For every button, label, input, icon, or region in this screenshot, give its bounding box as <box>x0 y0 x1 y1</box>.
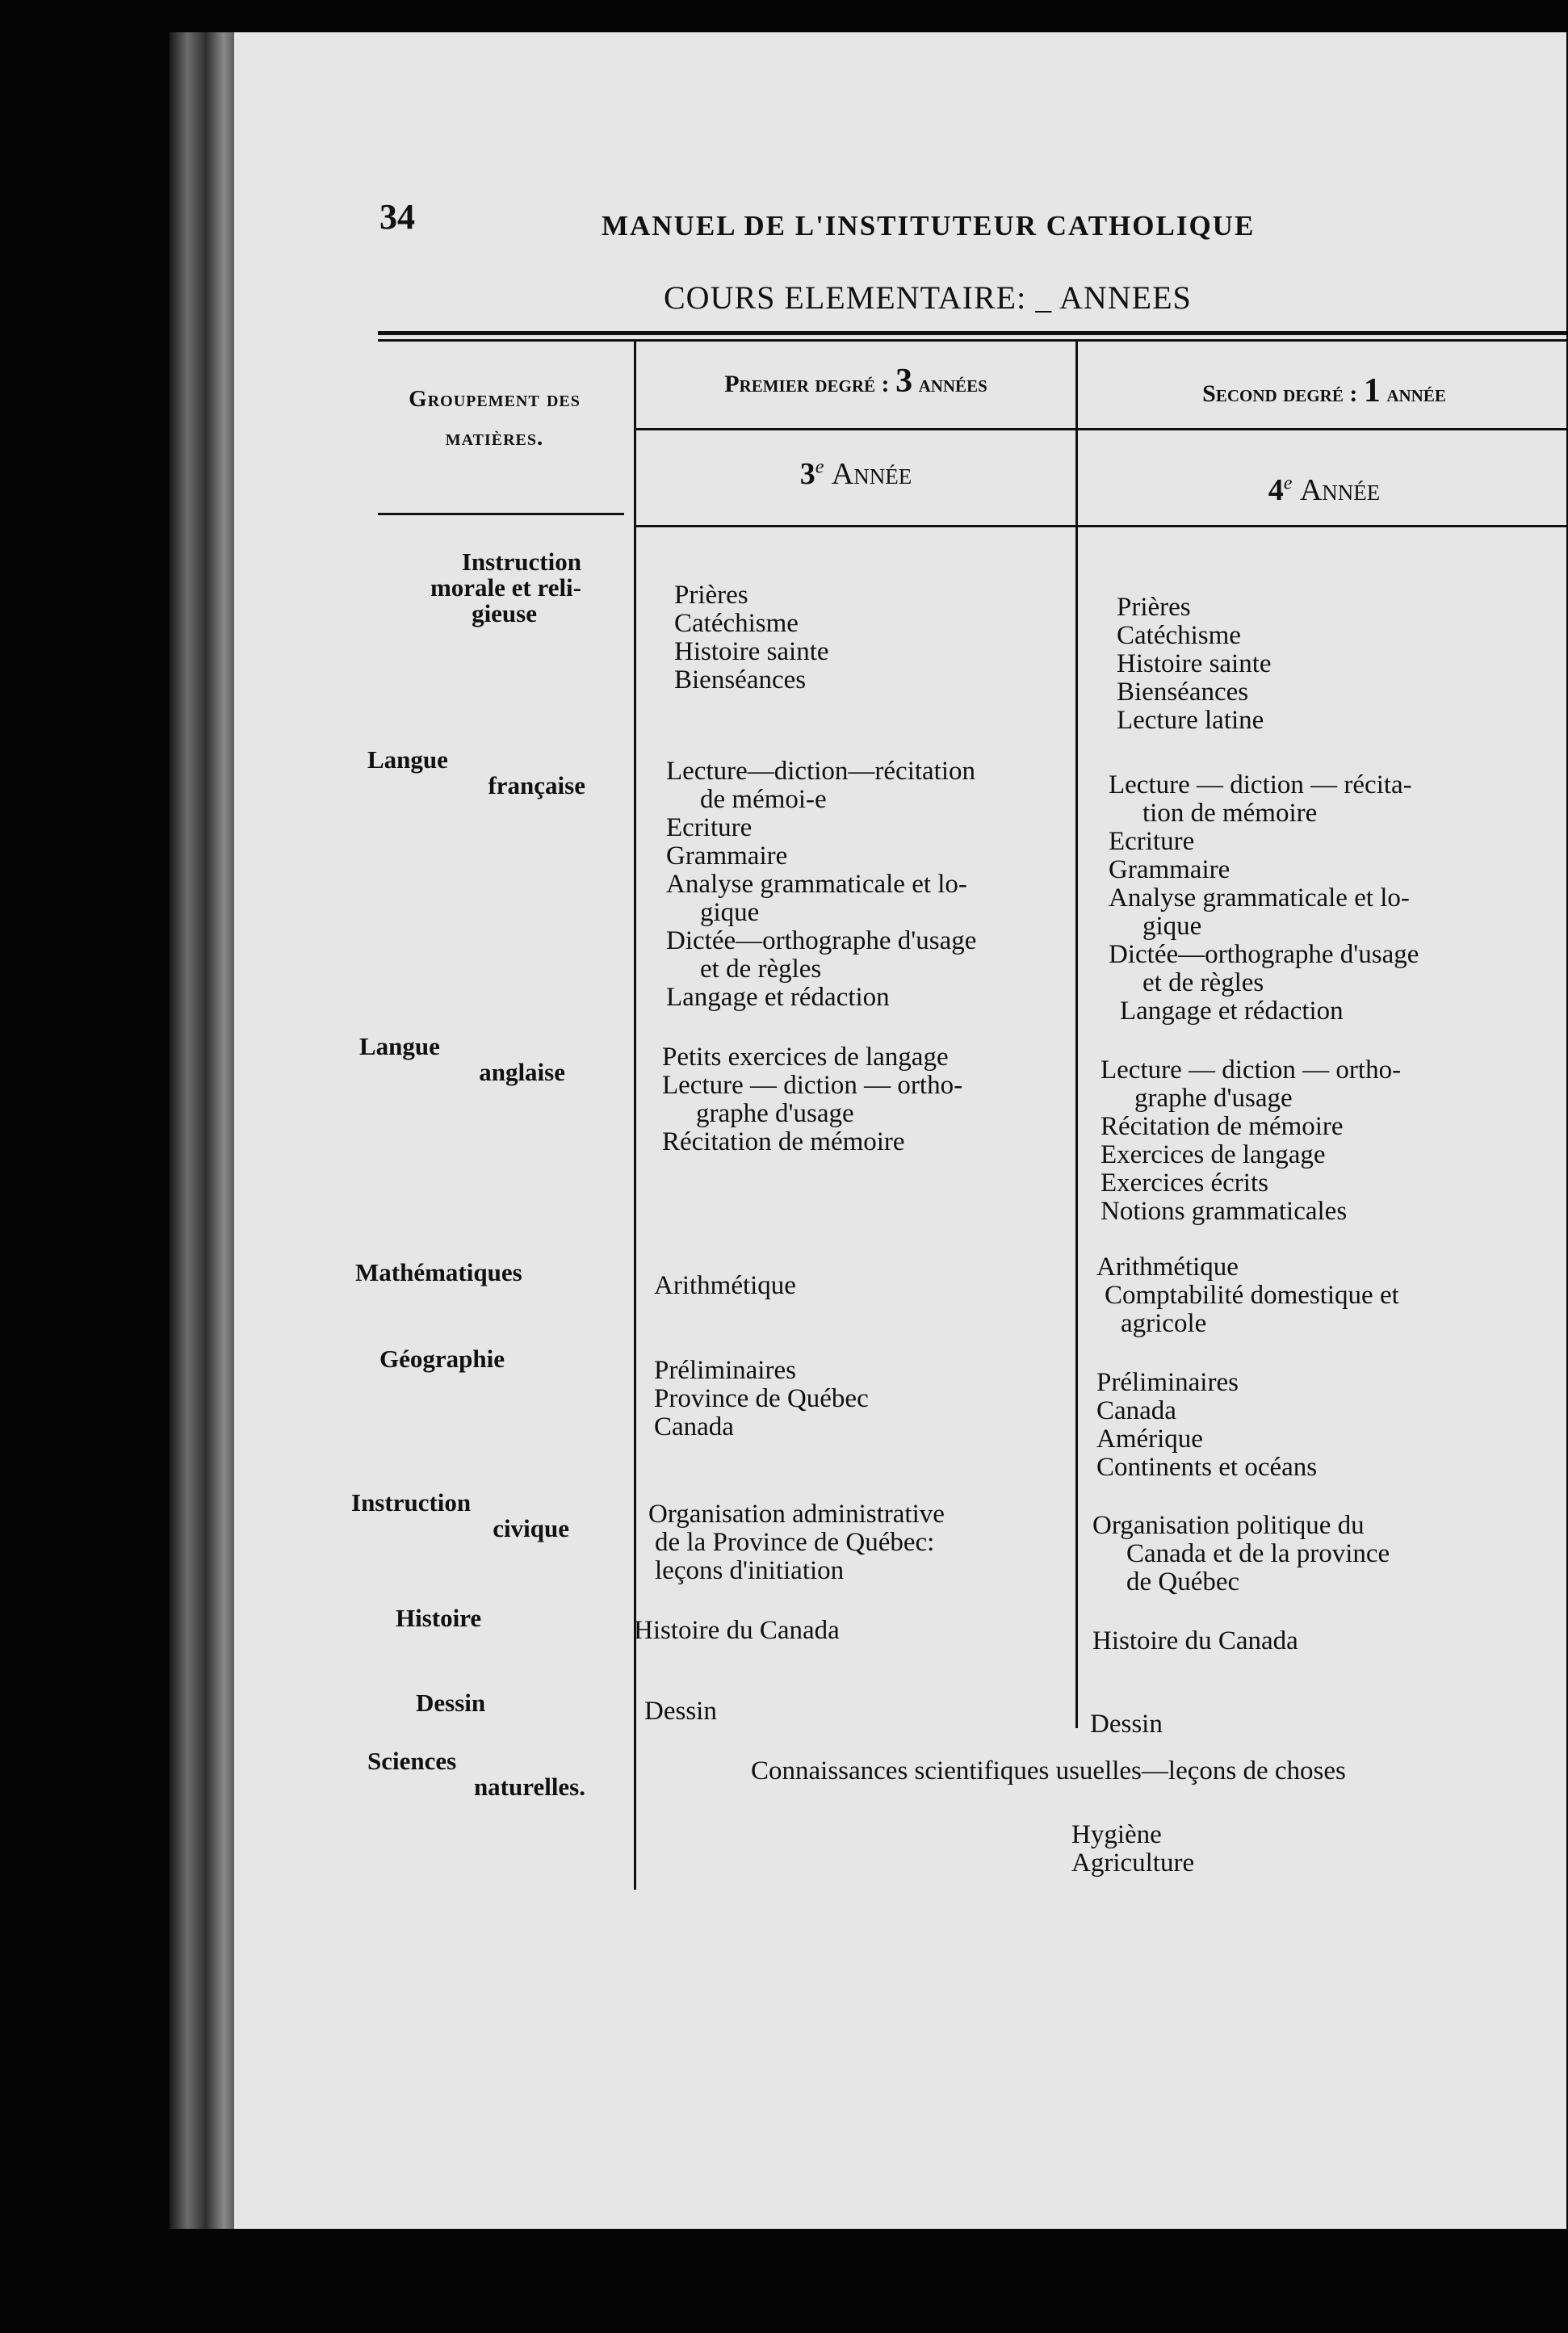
course-title: COURS ELEMENTAIRE: _ ANNEES <box>664 279 1192 316</box>
subject-line: anglaise <box>479 1058 565 1086</box>
subject-line: Langue <box>367 745 448 774</box>
course-item: leçons d'initiation <box>655 1556 845 1585</box>
degree2-unit: année <box>1386 380 1446 407</box>
course-item: Dessin <box>1090 1710 1163 1739</box>
course-item: Lecture—diction—récitation <box>666 757 976 786</box>
course-item: agricole <box>1121 1309 1207 1338</box>
course-item: Dictée—orthographe d'usage <box>666 926 977 955</box>
subject-morale <box>367 549 581 627</box>
course-item: Comptabilité domestique et <box>1105 1281 1399 1310</box>
sciences-year4 <box>1071 1821 1194 1878</box>
subject-sciences <box>367 1748 585 1800</box>
subject-line: morale et reli- <box>430 573 581 602</box>
course-item: de la Province de Québec: <box>655 1528 935 1557</box>
course-item: et de règles <box>1142 968 1264 997</box>
y3-francaise <box>666 757 976 1012</box>
degree1-number: 3 <box>895 363 913 400</box>
course-item: Canada <box>654 1412 734 1441</box>
y4-civique <box>1092 1512 1390 1597</box>
course-item: gique <box>1142 912 1202 941</box>
degree2-heading <box>1082 371 1566 410</box>
degree1-heading <box>638 362 1074 401</box>
book-spine <box>170 32 242 2229</box>
degree2-number: 1 <box>1363 372 1381 409</box>
degree2-label: Second degré : <box>1202 380 1358 407</box>
page-number: 34 <box>379 197 415 237</box>
subject-mathematiques <box>355 1260 597 1286</box>
top-rule <box>378 331 1566 335</box>
course-item: tion de mémoire <box>1142 799 1318 828</box>
subject-line: Dessin <box>416 1689 486 1717</box>
course-item: Bienséances <box>1117 678 1249 707</box>
course-item: Analyse grammaticale et lo- <box>666 870 967 899</box>
course-item: Histoire du Canada <box>634 1616 840 1645</box>
col-divider-2 <box>1075 339 1078 1728</box>
course-item: Organisation politique du <box>1092 1511 1365 1540</box>
subject-line: Mathématiques <box>355 1258 522 1286</box>
course-item: Prières <box>1117 593 1191 622</box>
subject-line: naturelles. <box>473 1773 585 1801</box>
course-item: Notions grammaticales <box>1101 1197 1348 1226</box>
course-item: Exercices de langage <box>1101 1140 1326 1169</box>
course-item: Préliminaires <box>1096 1368 1239 1397</box>
subject-line: Sciences <box>367 1747 457 1775</box>
y3-histoire <box>634 1617 840 1645</box>
y3-civique <box>648 1500 945 1585</box>
course-item: Dessin <box>644 1697 717 1726</box>
y4-anglaise <box>1101 1056 1401 1226</box>
course-item: Histoire sainte <box>674 637 829 666</box>
course-item: graphe d'usage <box>1134 1084 1293 1113</box>
year3-sup: e <box>815 456 824 478</box>
y3-geo <box>654 1357 869 1441</box>
grouping-heading-line1: Groupement des <box>409 386 581 412</box>
course-item: Lecture — diction — ortho- <box>1101 1055 1402 1085</box>
degree1-unit: années <box>918 371 987 397</box>
grouping-heading-line2: matières. <box>445 425 544 451</box>
subject-geographie <box>379 1346 589 1372</box>
course-item: Lecture — diction — ortho- <box>662 1071 963 1100</box>
group-rule <box>378 513 624 515</box>
course-item: de mémoi-e <box>700 785 827 814</box>
subject-anglaise <box>359 1034 565 1085</box>
course-item: Arithmétique <box>1096 1253 1239 1282</box>
y4-math <box>1096 1253 1399 1338</box>
subject-francaise <box>367 747 585 799</box>
grouping-heading <box>367 380 622 457</box>
course-item: Dictée—orthographe d'usage <box>1109 940 1419 969</box>
year4-sup: e <box>1283 472 1293 494</box>
course-item: Prières <box>674 581 748 610</box>
year4-number: 4 <box>1268 473 1284 507</box>
sciences-spanning: Connaissances scientifiques usuelles—leçons de choses <box>751 1756 1346 1785</box>
subject-dessin <box>416 1690 577 1716</box>
subject-line: Histoire <box>396 1604 482 1632</box>
course-item: Récitation de mémoire <box>662 1127 905 1156</box>
course-item: Langage et rédaction <box>1120 997 1344 1026</box>
course-item: Grammaire <box>1109 855 1231 884</box>
year4-heading <box>1082 472 1566 508</box>
course-item: Lecture — diction — récita- <box>1109 770 1412 799</box>
subject-civique <box>351 1490 569 1542</box>
degree1-label: Premier degré : <box>724 371 890 397</box>
course-item: Histoire du Canada <box>1092 1626 1298 1655</box>
y4-dessin <box>1090 1710 1163 1739</box>
course-item: Ecriture <box>666 813 753 842</box>
subject-line: gieuse <box>472 599 537 627</box>
y4-histoire <box>1092 1627 1298 1655</box>
course-item: Bienséances <box>674 665 807 694</box>
col-divider-1 <box>634 339 636 1890</box>
course-item: Agriculture <box>1071 1848 1195 1878</box>
course-item: Amérique <box>1096 1425 1203 1454</box>
subject-line: civique <box>493 1514 569 1542</box>
subject-line: Instruction <box>351 1488 472 1517</box>
subject-line: Instruction <box>461 548 581 576</box>
subject-line: française <box>488 771 585 799</box>
year4-word: Année <box>1299 473 1381 507</box>
year3-heading <box>638 456 1074 492</box>
course-item: et de règles <box>700 955 822 984</box>
subject-histoire <box>396 1605 573 1631</box>
y4-geo <box>1096 1369 1317 1482</box>
course-item: Analyse grammaticale et lo- <box>1109 883 1410 913</box>
y4-francaise <box>1109 771 1419 1026</box>
book-page <box>234 32 1566 2229</box>
y3-math <box>654 1272 796 1300</box>
course-item: gique <box>700 898 760 927</box>
course-item: graphe d'usage <box>696 1099 854 1128</box>
course-item: Catéchisme <box>674 609 799 638</box>
course-item: de Québec <box>1126 1567 1240 1597</box>
course-item: Catéchisme <box>1117 621 1241 650</box>
course-item: Lecture latine <box>1117 706 1264 735</box>
y3-morale <box>674 581 829 694</box>
degree-rule <box>635 428 1566 430</box>
course-item: Grammaire <box>666 841 788 871</box>
course-item: Canada et de la province <box>1126 1539 1390 1568</box>
top-rule-2 <box>378 339 1566 342</box>
course-item: Arithmétique <box>654 1271 796 1300</box>
course-item: Petits exercices de langage <box>662 1043 949 1072</box>
course-item: Hygiène <box>1071 1820 1162 1849</box>
course-item: Récitation de mémoire <box>1101 1112 1344 1141</box>
course-item: Préliminaires <box>654 1356 796 1385</box>
course-item: Canada <box>1096 1396 1176 1425</box>
course-item: Province de Québec <box>654 1384 869 1413</box>
y3-dessin <box>644 1697 717 1726</box>
running-title: MANUEL DE L'INSTITUTEUR CATHOLIQUE <box>602 210 1256 241</box>
y4-morale <box>1117 594 1272 735</box>
course-item: Ecriture <box>1109 827 1195 856</box>
course-item: Continents et océans <box>1096 1453 1318 1482</box>
course-item: Exercices écrits <box>1101 1169 1268 1198</box>
year3-word: Année <box>831 457 912 491</box>
subject-line: Langue <box>359 1032 440 1060</box>
year3-number: 3 <box>799 457 815 491</box>
subject-line: Géographie <box>379 1345 505 1373</box>
course-item: Langage et rédaction <box>666 983 890 1012</box>
y3-anglaise <box>662 1043 962 1156</box>
course-item: Histoire sainte <box>1117 649 1272 678</box>
year-rule <box>635 525 1566 527</box>
course-item: Organisation administrative <box>648 1500 945 1529</box>
